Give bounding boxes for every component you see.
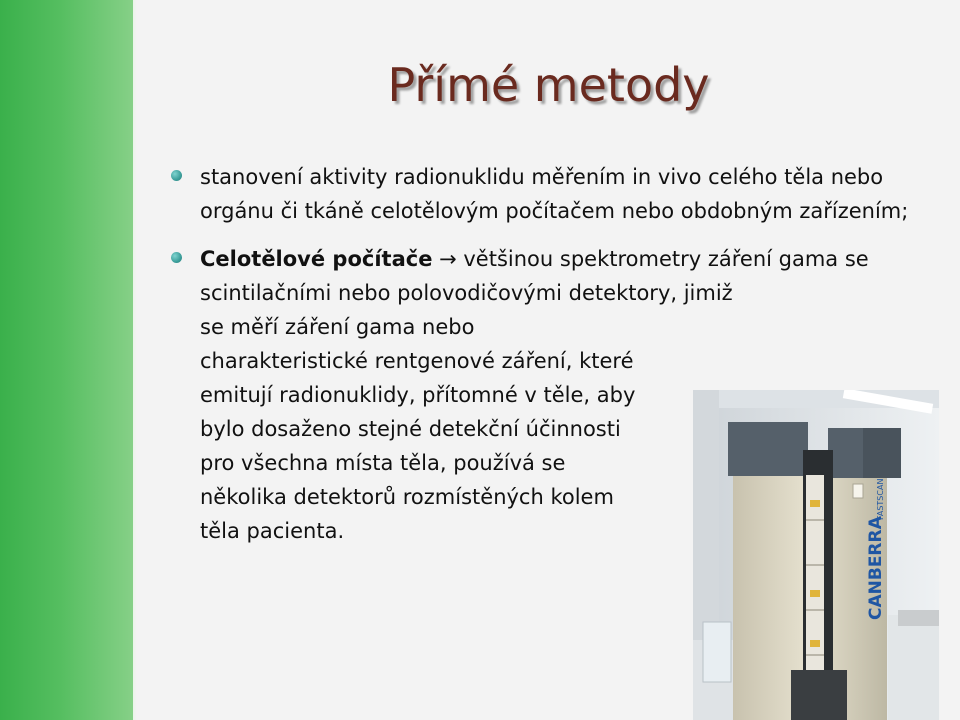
bullet-text: stanovení aktivity radionuklidu měřením in vivo celého těla nebo orgánu či tkáně celotělovým počítačem nebo obdobným zařízením; [200,165,909,223]
detector-label [810,640,820,647]
photo-illustration [693,390,939,720]
right-cap-side [863,428,901,478]
bullet-item [170,160,910,228]
left-pillar-cap [728,422,808,476]
whole-body-counter-photo [693,390,939,720]
base-shadow [791,670,847,720]
fastscan-label: FASTSCAN [876,478,885,520]
acrylic-block [703,622,731,682]
green-side-bar [0,0,133,720]
bullet-body-text: se měří záření gama nebo charakteristické rentgenové záření, které emitují radionuklidy, přítomné v těle, aby bylo dosaženo stejné detekční účinnosti pro všechna místa těla, používá se několika detektorů rozmístěných kolem těla pacienta. [200,315,636,543]
bullet-head-text [200,242,940,310]
bullet-head-rest: → většinou spektrometry záření gama se scintilačními nebo polovodičovými detektory, jimiž [200,247,869,305]
bullet-bold-term: Celotělové počítače [200,247,433,271]
right-floor [888,615,939,720]
detector-label [810,590,820,597]
slide-title: Přímé metody [387,58,710,112]
bullet-dot-icon [171,170,182,181]
pillar-sticker [853,484,863,498]
detector-label [810,500,820,507]
right-cabinet [898,610,939,626]
canberra-logo: CANBERRA [866,516,886,620]
bullet-dot-icon [171,252,182,263]
